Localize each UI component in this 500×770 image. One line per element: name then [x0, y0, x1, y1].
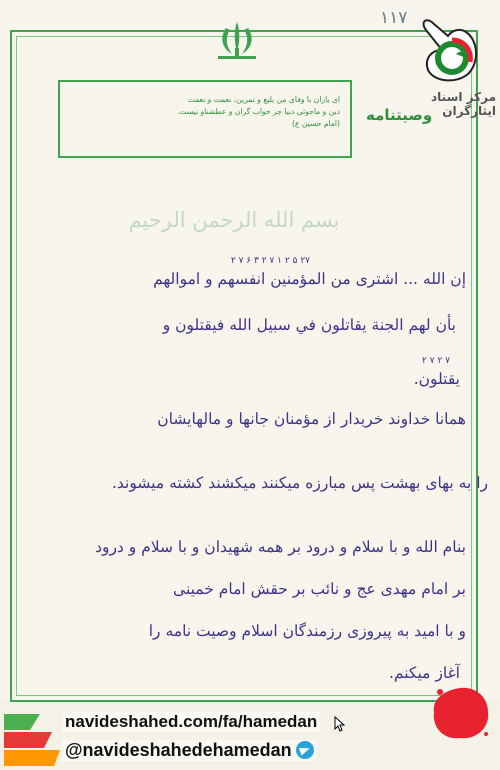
handwritten-line: بنام الله و با سلام و درود بر همه شهیدان و با سلام و درود	[95, 538, 466, 556]
iran-emblem-icon	[212, 18, 262, 62]
organization-name: مرکز اسناد ایثارگران	[431, 90, 496, 118]
handwritten-line: و با امید به پیروزی رزمندگان اسلام وصیت نامه را	[148, 622, 466, 640]
telegram-handle-text[interactable]: @navideshahedehamedan	[65, 740, 292, 760]
handwritten-line: بر امام مهدی عج و نائب بر حقش امام خمینی	[173, 580, 466, 598]
document-title: وصیتنامه	[366, 106, 433, 124]
bismillah: بسم الله الرحمن الرحیم	[128, 208, 340, 232]
handwritten-line: همانا خداوند خریدار از مؤمنان جانها و مالهایشان	[157, 410, 466, 428]
quote-box	[58, 80, 352, 158]
organization-logo-icon	[412, 10, 488, 86]
website-url-text[interactable]: navideshahed.com/fa/hamedan	[65, 712, 318, 731]
site-logo-icon	[0, 706, 64, 770]
quote-line: ای یاران با وفای من بلیغ و تمرین، نعمت و نعمت	[187, 95, 340, 104]
handwritten-line: يقتلون.	[413, 370, 460, 388]
red-stamp-icon	[430, 684, 492, 742]
quote-attribution: (امام حسین ع)	[291, 119, 340, 128]
handwritten-line: آغاز میکنم.	[388, 664, 460, 682]
verse-numbers: ۷ ۲ ۷ ۲	[422, 356, 450, 366]
mouse-cursor-icon	[334, 716, 346, 732]
telegram-handle[interactable]	[62, 740, 317, 761]
quote-line: دین و ماجوئی دنیا جز خواب گران و عطشناو نیست.	[177, 107, 340, 116]
website-url[interactable]	[62, 712, 320, 732]
verse-numbers: ۲۷ ۵ ۲ ۱ ۷ ۲ ۳ ۶ ۷ ۲	[230, 256, 310, 266]
handwritten-line: بأن لهم الجنة يقاتلون في سبيل الله فيقتلون و	[162, 316, 456, 334]
page-number: ۱۱۷	[380, 8, 408, 28]
telegram-icon	[296, 741, 314, 759]
handwritten-line: إن الله ... اشترى من المؤمنين انفسهم و اموالهم	[153, 270, 466, 288]
handwritten-line: را به بهای بهشت پس مبارزه میکنند میکشند کشته میشوند.	[111, 474, 488, 492]
